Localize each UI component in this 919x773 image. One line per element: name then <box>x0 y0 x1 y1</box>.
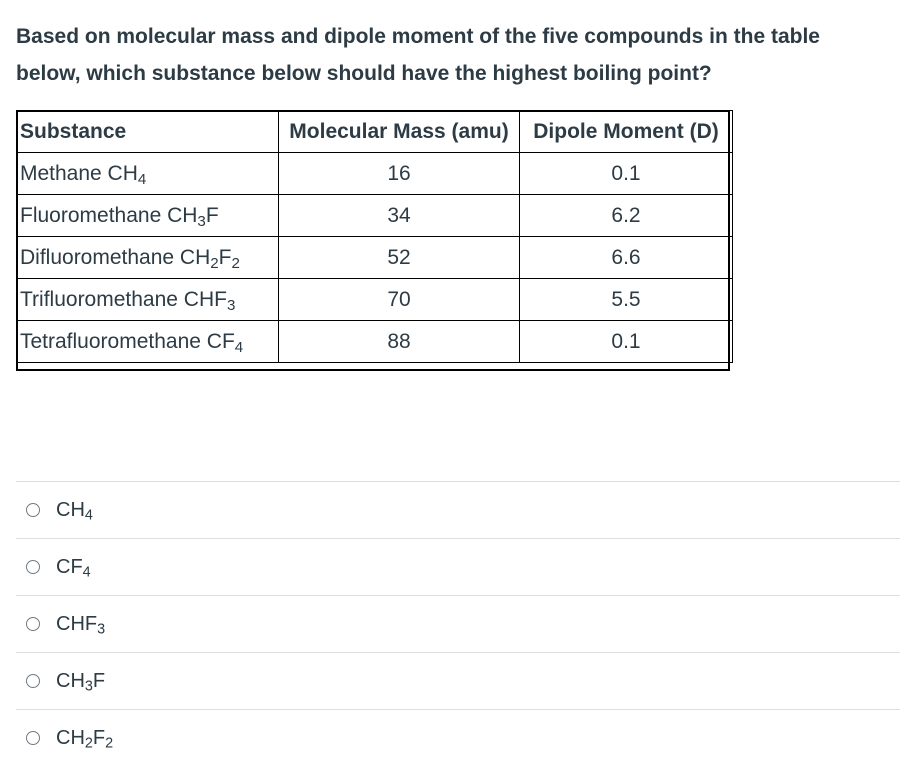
answer-option-ch4[interactable] <box>16 481 900 538</box>
dipole-cell: 6.2 <box>520 195 733 237</box>
mass-cell: 88 <box>279 321 520 363</box>
dipole-cell: 0.1 <box>520 153 733 195</box>
substance-cell: Difluoromethane $CH_2F_2$ <box>17 237 279 279</box>
question-line-1: Based on molecular mass and dipole moment of the five compounds in the table <box>16 25 820 48</box>
answer-label: $CF_4$ <box>56 555 91 581</box>
answer-label: $CH_2F_2$ <box>56 726 114 752</box>
mass-cell: 16 <box>279 153 520 195</box>
dipole-cell: 5.5 <box>520 279 733 321</box>
compound-table <box>16 110 733 363</box>
header-substance: Substance <box>17 111 279 153</box>
answer-option-ch2f2[interactable] <box>16 709 900 766</box>
mass-cell: 34 <box>279 195 520 237</box>
radio-button[interactable] <box>26 731 40 745</box>
answer-label: $CH_4$ <box>56 498 93 524</box>
table-row <box>17 153 733 195</box>
mass-cell: 52 <box>279 237 520 279</box>
table-row <box>17 321 733 363</box>
answer-option-chf3[interactable] <box>16 595 900 652</box>
question-text <box>16 18 896 92</box>
substance-cell: Methane $CH_4$ <box>17 153 279 195</box>
answer-label: $CH_3F$ <box>56 669 106 695</box>
table-row <box>17 195 733 237</box>
radio-button[interactable] <box>26 560 40 574</box>
substance-cell: Fluoromethane $CH_3F$ <box>17 195 279 237</box>
answer-options <box>16 481 900 766</box>
table-header-row <box>17 111 733 153</box>
mass-cell: 70 <box>279 279 520 321</box>
answer-option-ch3f[interactable] <box>16 652 900 709</box>
dipole-cell: 6.6 <box>520 237 733 279</box>
dipole-cell: 0.1 <box>520 321 733 363</box>
table-row <box>17 279 733 321</box>
table-row <box>17 237 733 279</box>
answer-label: $CHF_3$ <box>56 612 106 638</box>
header-dipole-moment: Dipole Moment (D) <box>520 111 733 153</box>
question-line-2: below, which substance below should have the highest boiling point? <box>16 62 712 85</box>
radio-button[interactable] <box>26 503 40 517</box>
answer-option-cf4[interactable] <box>16 538 900 595</box>
radio-button[interactable] <box>26 617 40 631</box>
header-molecular-mass: Molecular Mass (amu) <box>279 111 520 153</box>
radio-button[interactable] <box>26 674 40 688</box>
substance-cell: Tetrafluoromethane $CF_4$ <box>17 321 279 363</box>
substance-cell: Trifluoromethane $CHF_3$ <box>17 279 279 321</box>
